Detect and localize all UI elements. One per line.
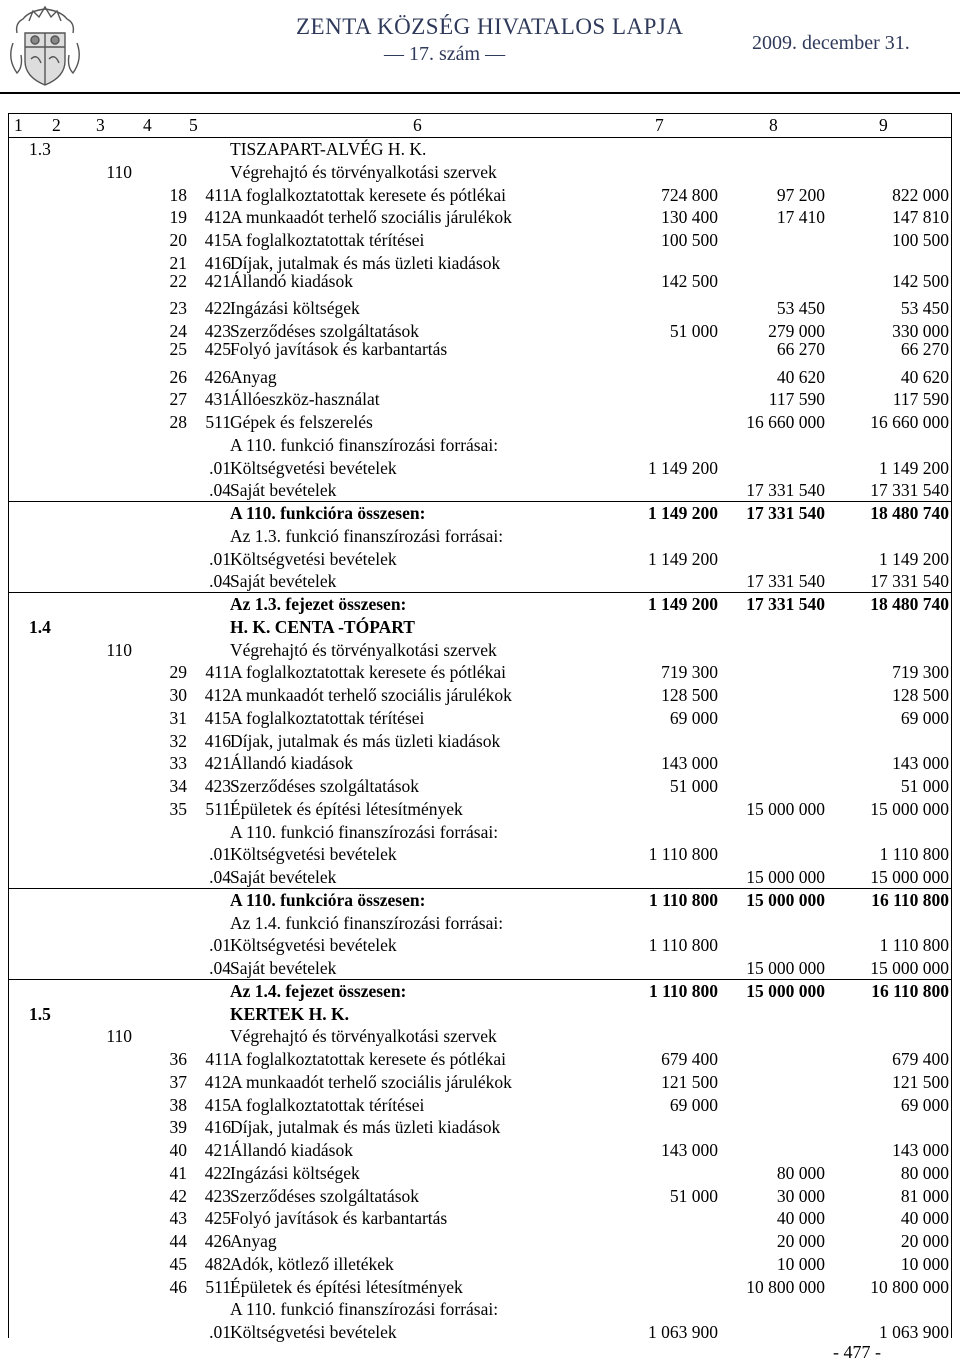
total-col9: 18 480 740: [870, 594, 949, 614]
amount-col9: 121 500: [892, 1071, 949, 1092]
column-number-9: 9: [879, 115, 888, 135]
total-label: A 110. funkcióra összesen:: [230, 889, 426, 910]
table-row: [9, 569, 951, 593]
table-row: [9, 251, 951, 274]
amount-col9: 17 331 540: [870, 480, 949, 501]
column-number-5: 5: [189, 115, 198, 135]
table-row: [9, 547, 951, 570]
total-col8: 17 331 540: [746, 503, 825, 523]
position-number: 38: [169, 1094, 187, 1115]
economic-class: 426: [204, 1231, 231, 1251]
economic-class: 431: [204, 389, 231, 410]
position-number: 41: [169, 1162, 187, 1183]
item-description: A foglalkoztatottak térítései: [230, 1094, 425, 1115]
amount-col9: 822 000: [892, 184, 949, 205]
table-row: [9, 933, 951, 956]
economic-class: 423: [204, 1185, 231, 1206]
amount-col8: 10 000: [776, 1253, 825, 1274]
amount-col9: 1 110 800: [879, 844, 949, 865]
column-number-3: 3: [96, 115, 105, 135]
total-col8: 15 000 000: [746, 980, 825, 1001]
economic-class: 421: [204, 1140, 231, 1160]
amount-col8: 80 000: [776, 1162, 825, 1183]
amount-col7: 69 000: [669, 707, 718, 728]
amount-col7: 121 500: [661, 1071, 718, 1092]
economic-class: 411: [205, 1049, 231, 1069]
total-col7: 1 110 800: [648, 889, 718, 910]
amount-col9: 10 800 000: [870, 1276, 949, 1297]
economic-class: 411: [205, 184, 231, 205]
position-number: 42: [169, 1185, 187, 1206]
economic-class: 425: [204, 1208, 231, 1229]
item-description: A foglalkoztatottak térítései: [230, 230, 425, 250]
header-divider: [0, 92, 960, 94]
item-description: A munkaadót terhelő szociális járulékok: [230, 207, 512, 228]
table-row: [9, 478, 951, 502]
table-row: [9, 1275, 951, 1298]
table-row: [9, 1024, 951, 1047]
economic-class: 415: [204, 1094, 231, 1115]
column-number-2: 2: [52, 115, 61, 135]
item-description: Folyó javítások és karbantartás: [230, 1208, 448, 1229]
position-number: 35: [169, 798, 187, 819]
item-description: Folyó javítások és karbantartás: [230, 338, 448, 359]
source-code: .01: [209, 1322, 231, 1342]
table-row: [9, 1093, 951, 1116]
source-code: .04: [209, 571, 231, 592]
amount-col7: 1 110 800: [648, 844, 718, 865]
total-label: Az 1.4. fejezet összesen:: [230, 980, 407, 1001]
table-row: [9, 365, 951, 388]
table-row: [9, 387, 951, 410]
position-number: 22: [169, 270, 187, 291]
page-number: - 477 -: [833, 1342, 881, 1362]
total-label: A 110. funkcióra összesen:: [230, 503, 426, 523]
table-row: [9, 774, 951, 797]
item-description: Szerződéses szolgáltatások: [230, 1185, 420, 1206]
column-number-1: 1: [14, 115, 23, 135]
table-row: [9, 956, 951, 980]
item-description: Állandó kiadások: [230, 753, 353, 774]
issue-number: — 17. szám —: [384, 43, 506, 65]
source-description: Saját bevételek: [230, 480, 337, 501]
position-number: 46: [169, 1276, 187, 1297]
economic-class: 416: [204, 252, 231, 273]
item-description: Épületek és építési létesítmények: [230, 798, 463, 819]
column-number-row: [9, 114, 951, 138]
chapter-code: 1.4: [29, 616, 51, 637]
economic-class: 426: [204, 366, 231, 387]
item-description: Anyag: [230, 366, 277, 387]
table-row: [9, 1070, 951, 1093]
function-code: 110: [106, 161, 132, 182]
economic-class: 415: [204, 707, 231, 728]
publication-title: ZENTA KÖZSÉG HIVATALOS LAPJA: [296, 14, 684, 39]
table-row: [9, 1047, 951, 1070]
amount-col9: 80 000: [900, 1162, 949, 1183]
table-row: [9, 820, 951, 843]
amount-col8: 15 000 000: [746, 867, 825, 887]
source-description: Saját bevételek: [230, 571, 337, 592]
amount-col9: 100 500: [892, 230, 949, 250]
economic-class: 511: [205, 1276, 231, 1297]
table-row: [9, 228, 951, 251]
amount-col7: 679 400: [661, 1049, 718, 1069]
amount-col7: 142 500: [661, 270, 718, 291]
economic-class: 422: [204, 1162, 231, 1183]
function-title: Végrehajtó és törvényalkotási szervek: [230, 1026, 497, 1047]
item-description: A munkaadót terhelő szociális járulékok: [230, 685, 512, 705]
table-row: [9, 888, 951, 911]
table-row: [9, 979, 951, 1002]
amount-col9: 53 450: [900, 298, 949, 319]
item-description: Állandó kiadások: [230, 270, 353, 291]
amount-col9: 679 400: [892, 1049, 949, 1069]
table-row: [9, 501, 951, 524]
amount-col9: 20 000: [900, 1231, 949, 1251]
table-row: [9, 615, 951, 638]
table-row: [9, 160, 951, 183]
amount-col8: 279 000: [768, 321, 825, 341]
position-number: 24: [169, 321, 187, 341]
table-row: [9, 660, 951, 683]
item-description: Díjak, jutalmak és más üzleti kiadások: [230, 730, 501, 751]
amount-col7: 1 149 200: [648, 457, 718, 478]
economic-class: 412: [204, 1071, 231, 1092]
source-code: .01: [209, 548, 231, 569]
amount-col9: 147 810: [892, 207, 949, 228]
amount-col7: 143 000: [661, 1140, 718, 1160]
source-description: Saját bevételek: [230, 958, 337, 978]
economic-class: 416: [204, 730, 231, 751]
amount-col8: 16 660 000: [746, 412, 825, 432]
amount-col7: 69 000: [669, 1094, 718, 1115]
table-row: [9, 865, 951, 889]
table-row: [9, 1161, 951, 1184]
source-description: Költségvetési bevételek: [230, 844, 397, 865]
amount-col7: 128 500: [661, 685, 718, 705]
amount-col9: 51 000: [900, 776, 949, 796]
table-row: [9, 729, 951, 752]
item-description: A foglalkoztatottak keresete és pótlékai: [230, 662, 507, 683]
amount-col8: 66 270: [776, 338, 825, 359]
position-number: 23: [169, 298, 187, 319]
function-code: 110: [106, 1026, 132, 1047]
table-row: [9, 842, 951, 865]
source-description: Költségvetési bevételek: [230, 1322, 397, 1342]
amount-col7: 724 800: [661, 184, 718, 205]
table-row: [9, 1229, 951, 1252]
total-col7: 1 149 200: [648, 594, 718, 614]
table-row: [9, 1206, 951, 1229]
position-number: 27: [169, 389, 187, 410]
table-row: [9, 706, 951, 729]
item-description: A foglalkoztatottak keresete és pótlékai: [230, 1049, 507, 1069]
funding-sources-heading: Az 1.3. funkció finanszírozási forrásai:: [230, 525, 504, 546]
table-row: [9, 270, 951, 297]
amount-col9: 143 000: [892, 1140, 949, 1160]
amount-col9: 142 500: [892, 270, 949, 291]
issue-date: 2009. december 31.: [752, 32, 910, 54]
position-number: 45: [169, 1253, 187, 1274]
position-number: 34: [169, 776, 187, 796]
amount-col7: 1 149 200: [648, 548, 718, 569]
economic-class: 511: [205, 798, 231, 819]
economic-class: 425: [204, 338, 231, 359]
amount-col9: 1 149 200: [879, 457, 949, 478]
total-col7: 1 110 800: [648, 980, 718, 1001]
table-row: [9, 1138, 951, 1161]
amount-col8: 10 800 000: [746, 1276, 825, 1297]
amount-col9: 40 620: [900, 366, 949, 387]
amount-col9: 17 331 540: [870, 571, 949, 592]
position-number: 40: [169, 1140, 187, 1160]
source-description: Költségvetési bevételek: [230, 457, 397, 478]
table-row: [9, 1002, 951, 1025]
amount-col9: 16 660 000: [870, 412, 949, 432]
item-description: Anyag: [230, 1231, 277, 1251]
position-number: 28: [169, 412, 187, 432]
amount-col7: 1 063 900: [648, 1322, 718, 1342]
table-row: [9, 205, 951, 228]
amount-col7: 719 300: [661, 662, 718, 683]
total-label: Az 1.3. fejezet összesen:: [230, 594, 407, 614]
table-row: [9, 183, 951, 206]
position-number: 29: [169, 662, 187, 683]
amount-col9: 330 000: [892, 321, 949, 341]
item-description: Ingázási költségek: [230, 1162, 360, 1183]
amount-col8: 40 000: [776, 1208, 825, 1229]
position-number: 20: [169, 230, 187, 250]
economic-class: 511: [205, 412, 231, 432]
amount-col8: 117 590: [768, 389, 825, 410]
function-title: Végrehajtó és törvényalkotási szervek: [230, 639, 497, 660]
economic-class: 423: [204, 321, 231, 341]
position-number: 25: [169, 338, 187, 359]
amount-col9: 40 000: [900, 1208, 949, 1229]
chapter-code: 1.3: [29, 139, 51, 159]
total-col8: 17 331 540: [746, 594, 825, 614]
amount-col9: 81 000: [900, 1185, 949, 1206]
amount-col9: 66 270: [900, 338, 949, 359]
amount-col9: 143 000: [892, 753, 949, 774]
position-number: 32: [169, 730, 187, 751]
amount-col7: 51 000: [669, 776, 718, 796]
table-row: [9, 433, 951, 456]
item-description: Ingázási költségek: [230, 298, 360, 319]
column-number-7: 7: [655, 115, 664, 135]
position-number: 33: [169, 753, 187, 774]
amount-col8: 17 410: [776, 207, 825, 228]
amount-col8: 20 000: [776, 1231, 825, 1251]
economic-class: 423: [204, 776, 231, 796]
column-number-6: 6: [413, 115, 422, 135]
amount-col8: 53 450: [776, 298, 825, 319]
funding-sources-heading: Az 1.4. funkció finanszírozási forrásai:: [230, 912, 504, 933]
table-row: [9, 1252, 951, 1275]
amount-col7: 1 110 800: [648, 935, 718, 956]
amount-col9: 1 149 200: [879, 548, 949, 569]
amount-col9: 128 500: [892, 685, 949, 705]
amount-col8: 17 331 540: [746, 571, 825, 592]
economic-class: 412: [204, 685, 231, 705]
source-code: .01: [209, 935, 231, 956]
amount-col9: 1 110 800: [879, 935, 949, 956]
economic-class: 421: [204, 270, 231, 291]
funding-sources-heading: A 110. funkció finanszírozási forrásai:: [230, 1299, 499, 1320]
amount-col7: 51 000: [669, 1185, 718, 1206]
position-number: 18: [169, 184, 187, 205]
source-code: .04: [209, 480, 231, 501]
table-row: [9, 1297, 951, 1320]
economic-class: 416: [204, 1117, 231, 1138]
function-code: 110: [106, 639, 132, 660]
funding-sources-heading: A 110. funkció finanszírozási forrásai:: [230, 821, 499, 842]
amount-col7: 51 000: [669, 321, 718, 341]
amount-col8: 30 000: [776, 1185, 825, 1206]
chapter-title: TISZAPART-ALVÉG H. K.: [230, 139, 427, 159]
economic-class: 421: [204, 753, 231, 774]
column-number-4: 4: [143, 115, 152, 135]
table-row: [9, 683, 951, 706]
total-col9: 18 480 740: [870, 503, 949, 523]
item-description: Szerződéses szolgáltatások: [230, 776, 420, 796]
source-code: .01: [209, 457, 231, 478]
position-number: 19: [169, 207, 187, 228]
item-description: Díjak, jutalmak és más üzleti kiadások: [230, 252, 501, 273]
position-number: 26: [169, 366, 187, 387]
amount-col8: 17 331 540: [746, 480, 825, 501]
table-row: [9, 751, 951, 774]
page-header: [0, 0, 960, 92]
budget-table: [8, 113, 952, 1342]
source-description: Költségvetési bevételek: [230, 548, 397, 569]
amount-col9: 69 000: [900, 1094, 949, 1115]
amount-col9: 69 000: [900, 707, 949, 728]
total-col9: 16 110 800: [871, 889, 949, 910]
economic-class: 415: [204, 230, 231, 250]
table-row: [9, 592, 951, 615]
item-description: Gépek és felszerelés: [230, 412, 373, 432]
amount-col8: 40 620: [776, 366, 825, 387]
item-description: A munkaadót terhelő szociális járulékok: [230, 1071, 512, 1092]
source-description: Költségvetési bevételek: [230, 935, 397, 956]
table-row: [9, 137, 951, 160]
source-code: .04: [209, 867, 231, 887]
total-col7: 1 149 200: [648, 503, 718, 523]
amount-col8: 15 000 000: [746, 798, 825, 819]
table-row: [9, 1320, 951, 1343]
coat-of-arms-logo: [3, 3, 87, 89]
funding-sources-heading: A 110. funkció finanszírozási forrásai:: [230, 434, 499, 455]
position-number: 21: [169, 252, 187, 273]
amount-col9: 1 063 900: [879, 1322, 949, 1342]
amount-col8: 97 200: [776, 184, 825, 205]
table-row: [9, 524, 951, 547]
economic-class: 411: [205, 662, 231, 683]
table-row: [9, 797, 951, 820]
amount-col8: 15 000 000: [746, 958, 825, 978]
amount-col9: 719 300: [892, 662, 949, 683]
table-row: [9, 638, 951, 661]
chapter-title: H. K. CENTA -TÓPART: [230, 616, 415, 637]
column-number-8: 8: [769, 115, 778, 135]
total-col9: 16 110 800: [871, 980, 949, 1001]
item-description: Épületek és építési létesítmények: [230, 1276, 463, 1297]
economic-class: 482: [204, 1253, 231, 1274]
chapter-code: 1.5: [29, 1003, 51, 1024]
item-description: Állandó kiadások: [230, 1140, 353, 1160]
position-number: 43: [169, 1208, 187, 1229]
position-number: 36: [169, 1049, 187, 1069]
item-description: Szerződéses szolgáltatások: [230, 321, 420, 341]
table-row: [9, 1115, 951, 1138]
source-code: .01: [209, 844, 231, 865]
source-description: Saját bevételek: [230, 867, 337, 887]
position-number: 37: [169, 1071, 187, 1092]
economic-class: 412: [204, 207, 231, 228]
amount-col9: 15 000 000: [870, 798, 949, 819]
chapter-title: KERTEK H. K.: [230, 1003, 349, 1024]
amount-col9: 10 000: [900, 1253, 949, 1274]
function-title: Végrehajtó és törvényalkotási szervek: [230, 161, 497, 182]
item-description: Díjak, jutalmak és más üzleti kiadások: [230, 1117, 501, 1138]
amount-col7: 100 500: [661, 230, 718, 250]
amount-col7: 130 400: [661, 207, 718, 228]
table-row: [9, 338, 951, 365]
table-row: [9, 911, 951, 934]
position-number: 31: [169, 707, 187, 728]
table-row: [9, 1184, 951, 1207]
item-description: A foglalkoztatottak keresete és pótlékai: [230, 184, 507, 205]
amount-col9: 15 000 000: [870, 958, 949, 978]
total-col8: 15 000 000: [746, 889, 825, 910]
table-row: [9, 296, 951, 319]
amount-col9: 117 590: [892, 389, 949, 410]
table-row: [9, 410, 951, 433]
amount-col7: 143 000: [661, 753, 718, 774]
position-number: 39: [169, 1117, 187, 1138]
economic-class: 422: [204, 298, 231, 319]
source-code: .04: [209, 958, 231, 978]
position-number: 44: [169, 1231, 187, 1251]
table-row: [9, 456, 951, 479]
position-number: 30: [169, 685, 187, 705]
item-description: A foglalkoztatottak térítései: [230, 707, 425, 728]
item-description: Állóeszköz-használat: [230, 389, 380, 410]
item-description: Adók, kötlező illetékek: [230, 1253, 394, 1274]
amount-col9: 15 000 000: [870, 867, 949, 887]
